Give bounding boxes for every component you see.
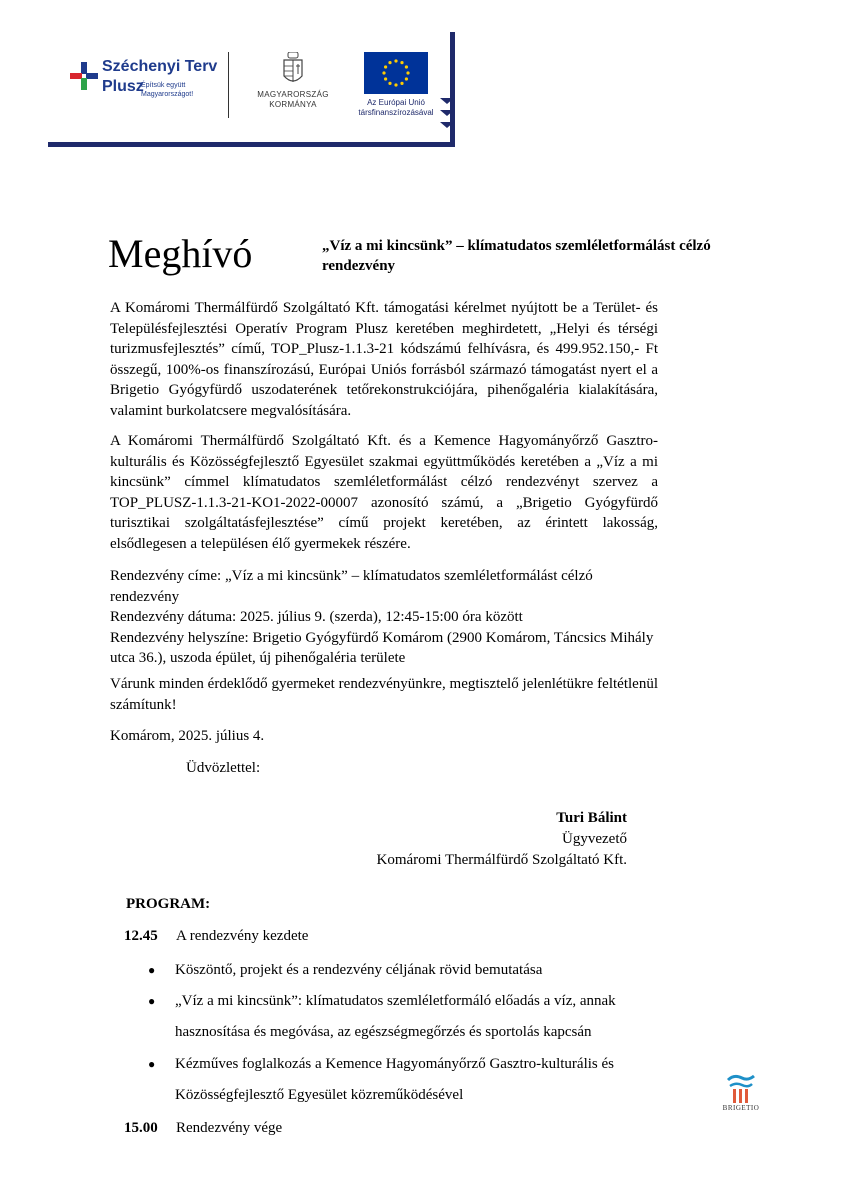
greeting: Üdvözlettel: bbox=[186, 760, 261, 776]
water-wave-icon bbox=[724, 1072, 758, 1106]
szechenyi-line1: Széchenyi Terv bbox=[102, 58, 218, 75]
bullet-dot-icon: ● bbox=[148, 994, 156, 1008]
szechenyi-line2: Plusz bbox=[102, 78, 144, 95]
program-end-label: Rendezvény vége bbox=[176, 1120, 283, 1136]
document-subtitle: „Víz a mi kincsünk” – klímatudatos szemléletformálást célzó rendezvény bbox=[322, 238, 711, 274]
place-and-date: Komárom, 2025. július 4. bbox=[110, 728, 265, 744]
program-bullet-text: Kézműves foglalkozás a Kemence Hagyományőrző Gasztro-kulturális és Közösségfejlesztő Egyesület közreműködésével bbox=[175, 1056, 615, 1103]
document-title: Meghívó bbox=[108, 231, 253, 276]
eu-line2: társfinanszírozásával bbox=[358, 108, 434, 117]
signer-name: Turi Bálint bbox=[556, 810, 627, 826]
event-details bbox=[110, 566, 658, 669]
banner-frame-bottom bbox=[48, 142, 455, 147]
paragraph-cooperation: A Komáromi Thermálfürdő Szolgáltató Kft. és a Kemence Hagyományőrző Gasztro-kulturális és Közösségfejlesztő Egyesület szakmai együttműködés keretében a „Víz a mi kincsünk” címmel klímatudatos szemléletformálást célzó rendezvényt szervez a TOP_PLUSZ-1.1.3-21-KO1-2022-00007 azonosító számú, a „Brigetio Gyógyfürdő turisztikai szolgáltatásfejlesztése” című projekt keretében, az érintett lakosság, elsődlegesen a településen élő gyermekek részére. bbox=[110, 433, 658, 552]
eu-logo bbox=[346, 52, 446, 132]
bullet-dot-icon: ● bbox=[148, 1057, 156, 1071]
event-place: Rendezvény helyszíne: Brigetio Gyógyfürdő Komárom (2900 Komárom, Táncsics Mihály utca 36.), uszoda épület, új pihenőgaléria területe bbox=[110, 629, 654, 666]
logo-separator bbox=[228, 52, 229, 118]
header-banner bbox=[48, 32, 455, 147]
bullet-dot-icon: ● bbox=[148, 963, 156, 977]
szechenyi-slogan: Építsük együtt Magyarországot! bbox=[141, 82, 194, 98]
signer-role: Ügyvezető bbox=[562, 831, 627, 847]
signer-company: Komáromi Thermálfürdő Szolgáltató Kft. bbox=[376, 852, 627, 868]
government-line1: MAGYARORSZÁG bbox=[257, 90, 329, 99]
brigetio-wordmark: BRIGETIO bbox=[722, 1104, 760, 1112]
government-logo bbox=[238, 52, 348, 122]
program-end-row bbox=[124, 1120, 282, 1137]
eu-line1: Az Európai Unió bbox=[367, 98, 425, 107]
paragraph-funding: A Komáromi Thermálfürdő Szolgáltató Kft. támogatási kérelmet nyújtott be a Terület- és Településfejlesztési Operatív Program Plusz keretében meghirdetett, „Helyi és térségi turizmusfejlesztés” című, TOP_Plusz-1.1.3-21 kódszámú felhívásra, és 499.952.150,- Ft összegű, 100%-os finanszírozású, Európai Uniós forrásból származó támogatást nyert el a Brigetio Gyógyfürdő uszodaterének tetőrekonstrukciójára, pihenőgaléria kialakítására, valamint burkolatcsere megvalósítására. bbox=[110, 300, 658, 419]
program-heading: PROGRAM: bbox=[126, 896, 211, 912]
szechenyi-cross-icon bbox=[68, 60, 100, 92]
program-start-row bbox=[124, 928, 308, 945]
event-name: Rendezvény címe: „Víz a mi kincsünk” – klímatudatos szemléletformálást célzó rendezvény bbox=[110, 568, 593, 605]
program-end-time: 15.00 bbox=[124, 1120, 158, 1136]
program-bullet-text: Köszöntő, projekt és a rendezvény céljának rövid bemutatása bbox=[175, 962, 543, 978]
program-start-time: 12.45 bbox=[124, 928, 158, 944]
szechenyi-terv-logo bbox=[68, 56, 218, 116]
paragraph-invitation: Várunk minden érdeklődő gyermeket rendezvényünkre, megtisztelő jelenlétükre feltétlenül számítunk! bbox=[110, 676, 658, 713]
event-date: Rendezvény dátuma: 2025. július 9. (szerda), 12:45-15:00 óra között bbox=[110, 609, 523, 625]
government-line2: KORMÁNYA bbox=[269, 100, 317, 109]
banner-frame-right bbox=[450, 32, 455, 147]
signature-block bbox=[363, 808, 627, 871]
brigetio-logo bbox=[716, 1072, 766, 1130]
hungarian-crest-icon bbox=[282, 52, 304, 90]
program-bullet-text: „Víz a mi kincsünk”: klímatudatos szemléletformáló előadás a víz, annak hasznosítása és megóvása, az egészségmegőrzés és sportolás kapcsán bbox=[175, 993, 616, 1040]
program-start-label: A rendezvény kezdete bbox=[176, 928, 309, 944]
eu-flag-icon bbox=[364, 52, 428, 94]
